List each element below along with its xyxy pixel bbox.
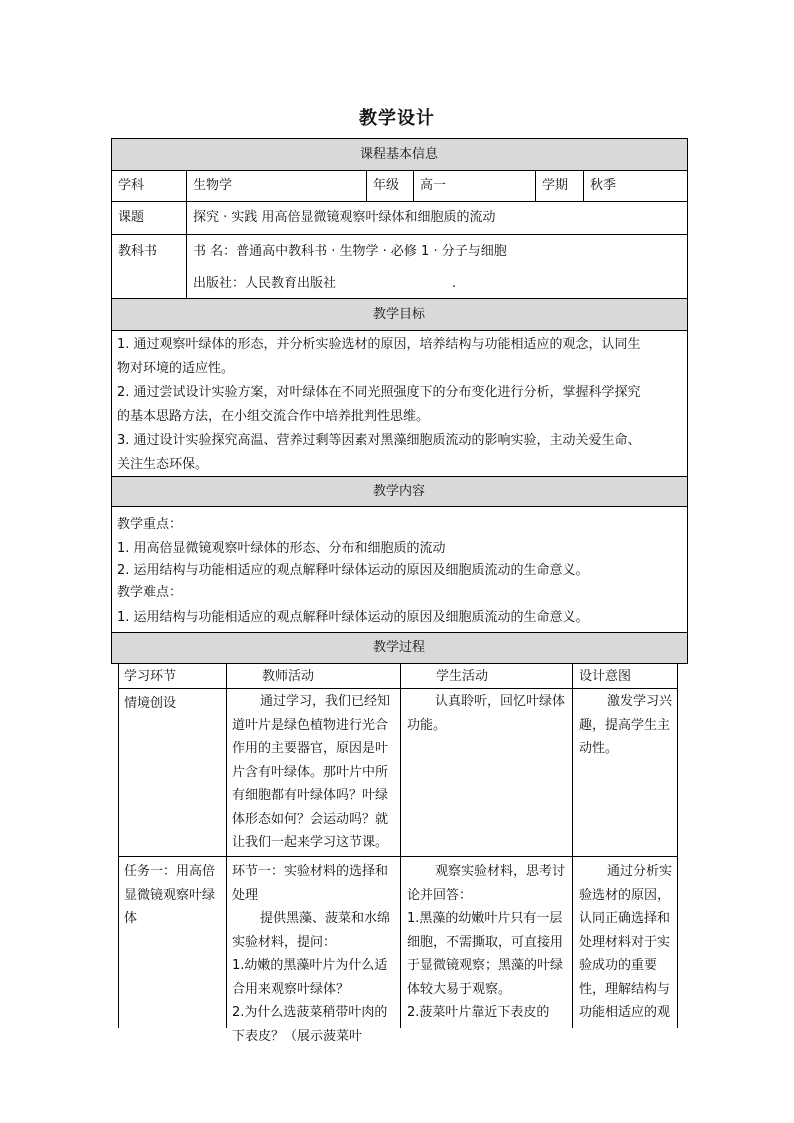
rule (186, 170, 187, 298)
term-value: 秋季 (590, 178, 617, 193)
row-student-answer: 1.黑藻的幼嫩叶片只有一层细胞，不需撕取，可直接用于显微镜观察；黑藻的叶绿体较大易于观察。 (407, 911, 564, 997)
grade-value: 高一 (420, 178, 447, 193)
rule (111, 298, 688, 299)
objective-line: 2. 通过尝试设计实验方案，对叶绿体在不同光照强度下的分布变化进行分析，掌握科学探究 (117, 385, 641, 400)
table-border-left (111, 138, 112, 664)
key-point: 2. 运用结构与功能相适应的观点解释叶绿体运动的原因及细胞质流动的生命意义。 (117, 563, 589, 578)
difficult-points-label: 教学难点： (117, 585, 183, 600)
row-teacher-intro: 提供黑藻、菠菜和水绵实验材料，提问： (232, 911, 391, 950)
objectives-header: 教学目标 (372, 307, 425, 322)
col-header-stage: 学习环节 (124, 669, 177, 684)
objective-line: 物对环境的适应性。 (117, 361, 235, 376)
basic-info-header: 课程基本信息 (359, 147, 438, 162)
rule (111, 632, 688, 633)
publisher-dot: . (452, 276, 457, 291)
page-title: 教学设计 (359, 108, 435, 129)
rule (677, 663, 678, 1028)
row-student-answer: 2.菠菜叶片靠近下表皮的 (407, 1005, 550, 1020)
row-stage: 情境创设 (124, 696, 177, 711)
row-stage: 任务一：用高倍显微镜观察叶绿体 (124, 864, 216, 926)
rule (400, 663, 401, 1028)
objective-line: 关注生态环保。 (117, 457, 209, 472)
row-student-activity: 认真聆听，回忆叶绿体功能。 (407, 694, 566, 733)
term-label: 学期 (542, 178, 569, 193)
rule (118, 688, 678, 689)
col-header-intent: 设计意图 (579, 669, 632, 684)
rule (118, 663, 119, 1028)
subject-label: 学科 (118, 178, 145, 193)
col-header-teacher: 教师活动 (262, 669, 315, 684)
rule (583, 170, 584, 201)
row-design-intent: 激发学习兴趣，提高学生主动性。 (579, 694, 673, 756)
textbook-label: 教科书 (118, 244, 158, 259)
rule (111, 234, 688, 235)
rule (535, 170, 536, 201)
rule (111, 201, 688, 202)
rule (226, 663, 227, 1028)
rule (111, 330, 688, 331)
row-design-intent: 通过分析实验选材的原因，认同正确选择和处理材料对于实验成功的重要性，理解结构与功能相适应的观 (579, 864, 673, 1020)
table-border-top (111, 138, 688, 139)
rule (572, 663, 573, 1028)
rule (413, 170, 414, 201)
subject-value: 生物学 (193, 178, 233, 193)
row-teacher-activity: 通过学习，我们已经知道叶片是绿色植物进行光合作用的主要器官，原因是叶片含有叶绿体。那叶片中所有细胞都有叶绿体吗？叶绿体形态如何？会运动吗？就让我们一起来学习这节课。 (232, 694, 391, 850)
row-teacher-link: 环节一：实验材料的选择和处理 (232, 864, 389, 903)
rule (111, 506, 688, 507)
objective-line: 3. 通过设计实验探究高温、营养过剩等因素对黑藻细胞质流动的影响实验，主动关爱生命、 (117, 433, 641, 448)
rule (111, 476, 688, 477)
key-points-label: 教学重点： (117, 517, 183, 532)
rule (111, 170, 688, 171)
grade-label: 年级 (373, 178, 400, 193)
key-point: 1. 用高倍显微镜观察叶绿体的形态、分布和细胞质的流动 (117, 541, 446, 556)
content-header: 教学内容 (372, 484, 425, 499)
row-student-intro: 观察实验材料，思考讨论并回答： (407, 864, 566, 903)
process-header: 教学过程 (372, 640, 425, 655)
row-teacher-question: 1.幼嫩的黑藻叶片为什么适合用来观察叶绿体？ (232, 958, 388, 997)
table-border-right (687, 138, 688, 664)
rule (118, 856, 678, 857)
topic-label: 课题 (118, 210, 145, 225)
topic-value: 探究 · 实践 用高倍显微镜观察叶绿体和细胞质的流动 (193, 210, 496, 225)
textbook-publisher-line: 出版社：人民教育出版社 (193, 276, 337, 291)
col-header-student: 学生活动 (436, 669, 489, 684)
objective-line: 1. 通过观察叶绿体的形态，并分析实验选材的原因，培养结构与功能相适应的观念，认同生 (117, 337, 641, 352)
row-teacher-question: 2.为什么选菠菜稍带叶肉的下表皮？（展示菠菜叶 (232, 1005, 388, 1044)
difficult-point: 1. 运用结构与功能相适应的观点解释叶绿体运动的原因及细胞质流动的生命意义。 (117, 610, 589, 625)
rule (366, 170, 367, 201)
textbook-book-line: 书 名：普通高中教科书 · 生物学 · 必修 1 · 分子与细胞 (193, 244, 507, 259)
objective-line: 的基本思路方法，在小组交流合作中培养批判性思维。 (117, 409, 430, 424)
